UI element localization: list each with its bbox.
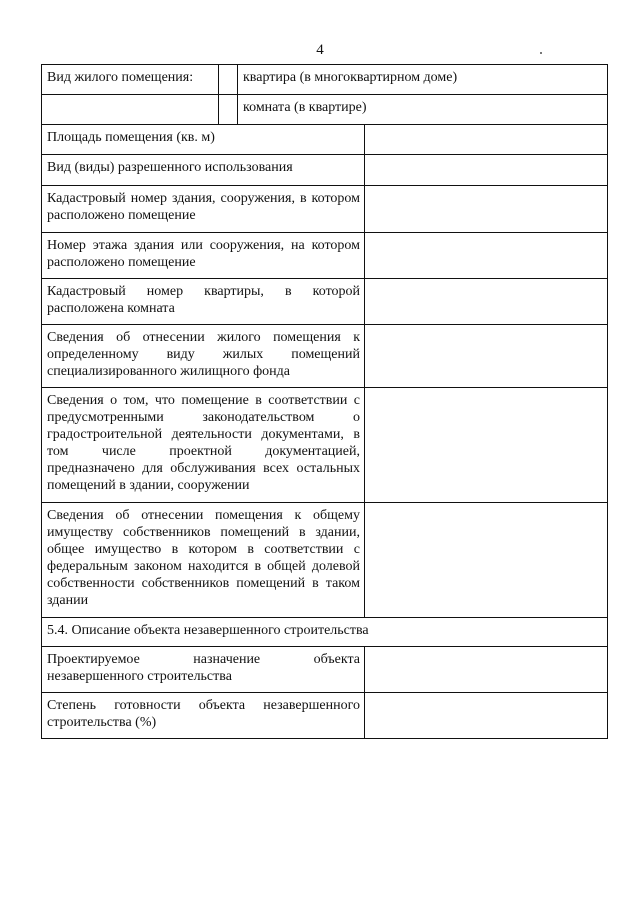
table-row (42, 95, 608, 125)
floor-number-label: Номер этажа здания или сооружения, на котором расположено помещение (42, 233, 365, 279)
table-row (42, 233, 608, 279)
permitted-use-label: Вид (виды) разрешенного использования (42, 155, 365, 186)
common-property-label: Сведения об отнесении помещения к общему имуществу собственников помещений в здании, общее имущество в котором в соответствии с федеральным законом находится в общей долевой собственности собственников помещений в таком здании (42, 503, 365, 618)
checkbox-room[interactable] (219, 95, 238, 125)
table-row (42, 125, 608, 155)
service-premises-label: Сведения о том, что помещение в соответствии с предусмотренными законодательством о градостроительной деятельности документами, в том числе проектной документацией, предназначено для обслуживания всех остальных помещений в здании, сооружении (42, 388, 365, 503)
table-row (42, 647, 608, 693)
permitted-use-field[interactable] (365, 155, 608, 186)
apartment-cadastral-field[interactable] (365, 279, 608, 325)
table-row (42, 65, 608, 95)
readiness-degree-label: Степень готовности объекта незавершенного строительства (%) (42, 693, 365, 739)
area-field[interactable] (365, 125, 608, 155)
projected-purpose-field[interactable] (365, 647, 608, 693)
specialized-fund-field[interactable] (365, 325, 608, 388)
empty-label-cell (42, 95, 219, 125)
projected-purpose-label: Проектируемое назначение объекта незавершенного строительства (42, 647, 365, 693)
table-row (42, 503, 608, 618)
table-row (42, 186, 608, 233)
building-cadastral-label: Кадастровый номер здания, сооружения, в котором расположено помещение (42, 186, 365, 233)
table-row (42, 325, 608, 388)
floor-number-field[interactable] (365, 233, 608, 279)
scan-speck (540, 52, 542, 54)
option-room-label: комната (в квартире) (238, 95, 608, 125)
apartment-cadastral-label: Кадастровый номер квартиры, в которой расположена комната (42, 279, 365, 325)
premises-type-label: Вид жилого помещения: (42, 65, 219, 95)
readiness-degree-field[interactable] (365, 693, 608, 739)
table-row (42, 279, 608, 325)
service-premises-field[interactable] (365, 388, 608, 503)
table-row (42, 618, 608, 647)
area-label: Площадь помещения (кв. м) (42, 125, 365, 155)
table-row (42, 388, 608, 503)
page-number: 4 (316, 42, 324, 58)
common-property-field[interactable] (365, 503, 608, 618)
checkbox-apartment[interactable] (219, 65, 238, 95)
table-row (42, 155, 608, 186)
table-row (42, 693, 608, 739)
property-description-table (41, 64, 608, 739)
building-cadastral-field[interactable] (365, 186, 608, 233)
specialized-fund-label: Сведения об отнесении жилого помещения к определенному виду жилых помещений специализированного жилищного фонда (42, 325, 365, 388)
section-5-4-heading: 5.4. Описание объекта незавершенного строительства (42, 618, 608, 647)
option-apartment-label: квартира (в многоквартирном доме) (238, 65, 608, 95)
